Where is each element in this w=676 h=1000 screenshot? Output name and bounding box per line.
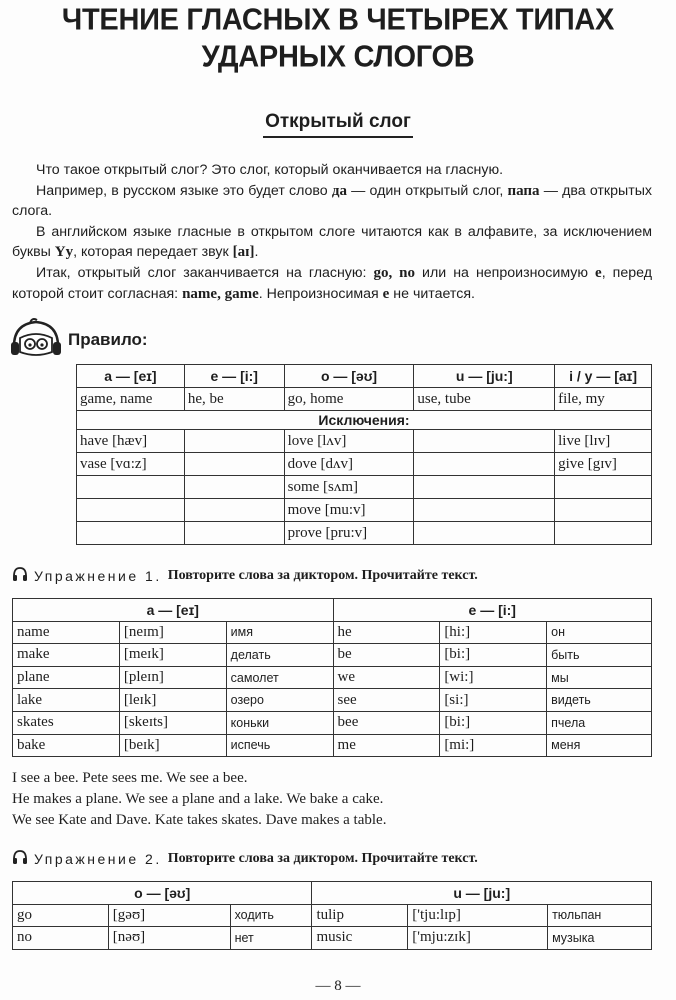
table-cell: go, home bbox=[284, 388, 414, 411]
intro-paragraph: В английском языке гласные в открытом слоге читаются как в алфавите, за исключением буквы Yy, которая передает звук [aɪ]. bbox=[12, 223, 652, 261]
header-cell: i / y — [aɪ] bbox=[555, 365, 652, 388]
translation-cell: делать bbox=[226, 644, 333, 667]
intro-text bbox=[12, 160, 652, 304]
header-cell: o — [əʊ] bbox=[13, 882, 312, 905]
section-title: Открытый слог bbox=[0, 111, 676, 138]
exercise-instruction: Повторите слова за диктором. Прочитайте текст. bbox=[167, 851, 478, 866]
exercise1-heading bbox=[12, 566, 478, 586]
word-cell: music bbox=[312, 927, 408, 950]
exercise1-table bbox=[12, 598, 652, 757]
transcription-cell: [neɪm] bbox=[119, 621, 226, 644]
intro-paragraph: Например, в русском языке это будет слово да — один открытый слог, папа — два открытых слога. bbox=[12, 182, 652, 220]
transcription-cell: ['mju:zɪk] bbox=[408, 927, 548, 950]
exceptions-row bbox=[77, 411, 652, 430]
table-cell: vase [vɑ:z] bbox=[77, 453, 185, 476]
header-cell: e — [i:] bbox=[184, 365, 284, 388]
table-header-row bbox=[13, 599, 652, 622]
table-cell: game, name bbox=[77, 388, 185, 411]
word-cell: no bbox=[13, 927, 109, 950]
table-row bbox=[13, 927, 652, 950]
word-cell: see bbox=[333, 689, 440, 712]
translation-cell: пчела bbox=[547, 711, 652, 734]
table-row bbox=[13, 644, 652, 667]
header-cell: u — [ju:] bbox=[414, 365, 555, 388]
transcription-cell: [nəʊ] bbox=[108, 927, 230, 950]
translation-cell: нет bbox=[230, 927, 312, 950]
translation-cell: коньки bbox=[226, 711, 333, 734]
word-cell: we bbox=[333, 666, 440, 689]
table-row bbox=[13, 904, 652, 927]
reading-line: I see a bee. Pete sees me. We see a bee. bbox=[12, 770, 248, 786]
word-cell: name bbox=[13, 621, 120, 644]
rule-label: Правило: bbox=[68, 330, 148, 349]
transcription-cell: [leɪk] bbox=[119, 689, 226, 712]
transcription-cell: [meɪk] bbox=[119, 644, 226, 667]
translation-cell: он bbox=[547, 621, 652, 644]
table-row bbox=[13, 711, 652, 734]
header-cell: u — [ju:] bbox=[312, 882, 652, 905]
rule-heading bbox=[10, 318, 148, 362]
table-cell bbox=[77, 499, 185, 522]
table-cell: prove [pru:v] bbox=[284, 522, 414, 545]
table-cell bbox=[414, 430, 555, 453]
table-cell bbox=[184, 522, 284, 545]
table-cell: live [lɪv] bbox=[555, 430, 652, 453]
table-cell bbox=[77, 476, 185, 499]
translation-cell: меня bbox=[547, 734, 652, 757]
transcription-cell: [gəʊ] bbox=[108, 904, 230, 927]
translation-cell: самолет bbox=[226, 666, 333, 689]
table-cell bbox=[184, 430, 284, 453]
table-cell: have [hæv] bbox=[77, 430, 185, 453]
table-row bbox=[13, 689, 652, 712]
header-cell: e — [i:] bbox=[333, 599, 651, 622]
transcription-cell: [bi:] bbox=[440, 711, 547, 734]
table-cell bbox=[555, 522, 652, 545]
word-cell: bake bbox=[13, 734, 120, 757]
intro-paragraph: Что такое открытый слог? Это слог, который оканчивается на гласную. bbox=[36, 162, 504, 178]
word-cell: be bbox=[333, 644, 440, 667]
exercise2-table bbox=[12, 881, 652, 950]
exercise-instruction: Повторите слова за диктором. Прочитайте текст. bbox=[167, 568, 478, 583]
table-row bbox=[77, 499, 652, 522]
translation-cell: музыка bbox=[548, 927, 652, 950]
transcription-cell: [hi:] bbox=[440, 621, 547, 644]
table-cell bbox=[184, 476, 284, 499]
table-header-row bbox=[77, 365, 652, 388]
owl-mascot-icon bbox=[10, 316, 62, 365]
reading-line: We see Kate and Dave. Kate takes skates. Dave makes a table. bbox=[12, 812, 387, 828]
table-cell: love [lʌv] bbox=[284, 430, 414, 453]
table-cell: move [mu:v] bbox=[284, 499, 414, 522]
transcription-cell: [mi:] bbox=[440, 734, 547, 757]
table-row bbox=[77, 522, 652, 545]
table-cell: some [sʌm] bbox=[284, 476, 414, 499]
word-cell: lake bbox=[13, 689, 120, 712]
exercise-label: Упражнение 2. bbox=[34, 851, 162, 867]
page-number: — 8 — bbox=[315, 978, 361, 994]
transcription-cell: [skeɪts] bbox=[119, 711, 226, 734]
table-cell bbox=[184, 499, 284, 522]
translation-cell: испечь bbox=[226, 734, 333, 757]
table-row bbox=[77, 476, 652, 499]
table-row bbox=[77, 453, 652, 476]
header-cell: o — [əʊ] bbox=[284, 365, 414, 388]
word-cell: go bbox=[13, 904, 109, 927]
table-row bbox=[13, 666, 652, 689]
table-row bbox=[13, 734, 652, 757]
exercise-label: Упражнение 1. bbox=[34, 568, 162, 584]
transcription-cell: [beɪk] bbox=[119, 734, 226, 757]
transcription-cell: [si:] bbox=[440, 689, 547, 712]
transcription-cell: [wi:] bbox=[440, 666, 547, 689]
word-cell: make bbox=[13, 644, 120, 667]
transcription-cell: [pleɪn] bbox=[119, 666, 226, 689]
table-cell bbox=[555, 499, 652, 522]
translation-cell: имя bbox=[226, 621, 333, 644]
intro-paragraph: Итак, открытый слог заканчивается на гласную: go, no или на непроизносимую e, перед которой стоит согласная: name, game. Непроизносимая e не читается. bbox=[12, 264, 652, 302]
headphones-icon[interactable] bbox=[12, 849, 28, 869]
headphones-icon[interactable] bbox=[12, 566, 28, 586]
transcription-cell: [bi:] bbox=[440, 644, 547, 667]
translation-cell: озеро bbox=[226, 689, 333, 712]
exceptions-label: Исключения: bbox=[77, 411, 652, 430]
table-row bbox=[13, 621, 652, 644]
table-cell: give [gɪv] bbox=[555, 453, 652, 476]
table-cell: dove [dʌv] bbox=[284, 453, 414, 476]
table-row bbox=[77, 388, 652, 411]
table-cell bbox=[414, 499, 555, 522]
translation-cell: мы bbox=[547, 666, 652, 689]
translation-cell: тюльпан bbox=[548, 904, 652, 927]
table-header-row bbox=[13, 882, 652, 905]
transcription-cell: ['tju:lɪp] bbox=[408, 904, 548, 927]
table-cell: file, my bbox=[555, 388, 652, 411]
page-title: ЧТЕНИЕ ГЛАСНЫХ В ЧЕТЫРЕХ ТИПАХ УДАРНЫХ СЛОГОВ bbox=[61, 3, 615, 74]
exercise2-heading bbox=[12, 849, 478, 869]
table-cell bbox=[414, 453, 555, 476]
table-cell bbox=[555, 476, 652, 499]
rule-table bbox=[76, 364, 652, 545]
header-cell: a — [eɪ] bbox=[13, 599, 334, 622]
table-cell bbox=[77, 522, 185, 545]
table-cell bbox=[184, 453, 284, 476]
exercise1-reading-text bbox=[12, 768, 652, 831]
word-cell: he bbox=[333, 621, 440, 644]
translation-cell: ходить bbox=[230, 904, 312, 927]
word-cell: me bbox=[333, 734, 440, 757]
word-cell: bee bbox=[333, 711, 440, 734]
table-cell: use, tube bbox=[414, 388, 555, 411]
table-cell bbox=[414, 476, 555, 499]
word-cell: tulip bbox=[312, 904, 408, 927]
word-cell: skates bbox=[13, 711, 120, 734]
header-cell: a — [eɪ] bbox=[77, 365, 185, 388]
table-cell: he, be bbox=[184, 388, 284, 411]
reading-line: He makes a plane. We see a plane and a lake. We bake a cake. bbox=[12, 791, 384, 807]
translation-cell: быть bbox=[547, 644, 652, 667]
translation-cell: видеть bbox=[547, 689, 652, 712]
table-cell bbox=[414, 522, 555, 545]
table-row bbox=[77, 430, 652, 453]
word-cell: plane bbox=[13, 666, 120, 689]
